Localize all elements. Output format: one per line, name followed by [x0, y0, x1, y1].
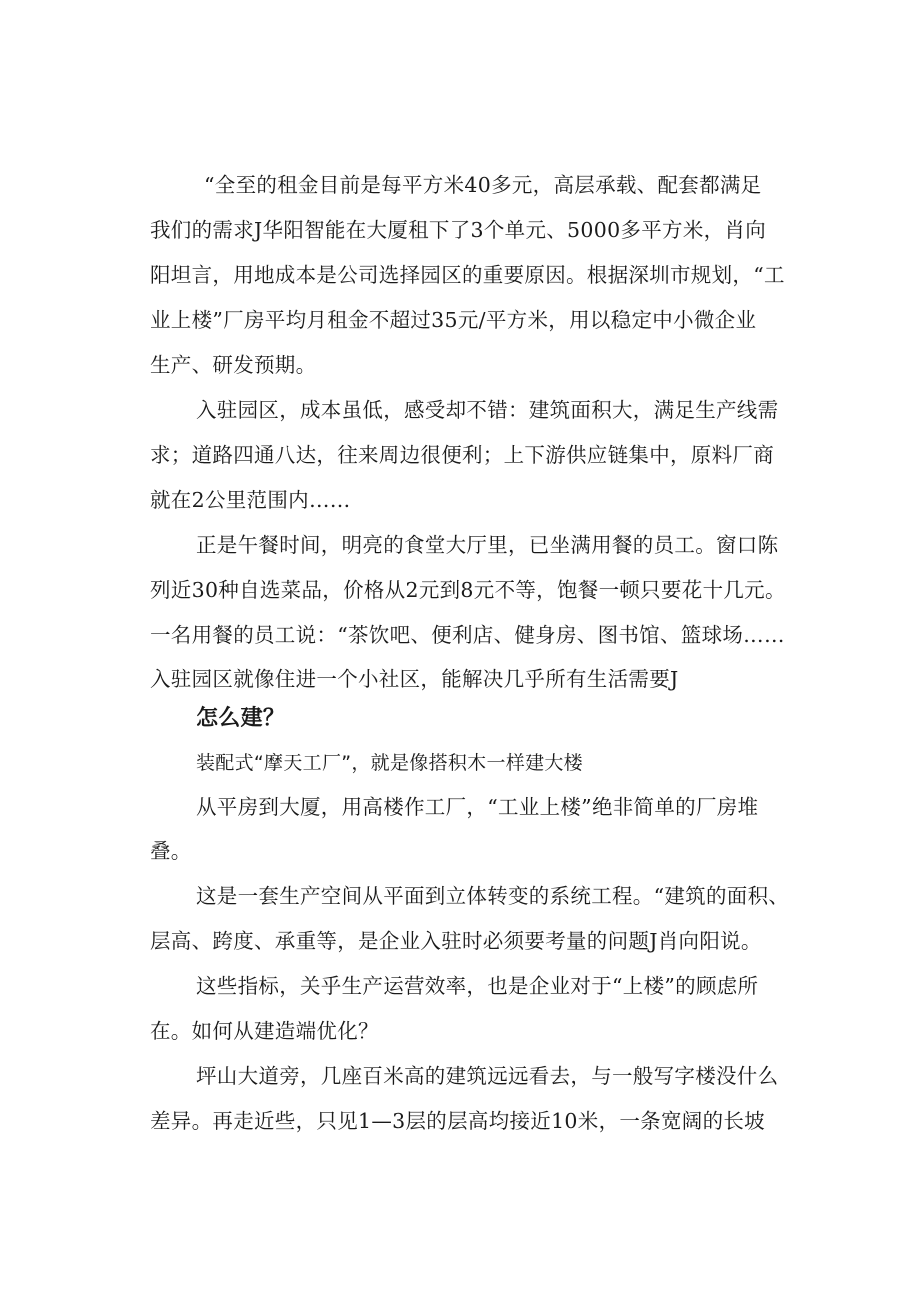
section-subheading: 装配式“摩天工厂”，就是像搭积木一样建大楼 [196, 752, 583, 774]
paragraph-line: 阳坦言，用地成本是公司选择园区的重要原因。根据深圳市规划，“工 [150, 263, 785, 287]
paragraph-line: 叠。 [150, 839, 192, 863]
paragraph-line: 层高、跨度、承重等，是企业入驻时必须要考量的问题J肖向阳说。 [150, 929, 762, 953]
paragraph-line: 入驻园区，成本虽低，感受却不错：建筑面积大，满足生产线需 [196, 398, 779, 422]
paragraph-line: 业上楼”厂房平均月租金不超过35元/平方米，用以稳定中小微企业 [150, 308, 757, 332]
paragraph-line: 这些指标，关乎生产运营效率，也是企业对于“上楼”的顾虑所 [196, 974, 759, 998]
paragraph-line: 求；道路四通八达，往来周边很便利；上下游供应链集中，原料厂商 [150, 443, 774, 467]
paragraph-line: 差异。再走近些，只见1—3层的层高均接近10米，一条宽阔的长坡 [150, 1109, 765, 1133]
paragraph-line: 一名用餐的员工说：“茶饮吧、便利店、健身房、图书馆、篮球场…… [150, 623, 785, 647]
paragraph-line: 就在2公里范围内…… [150, 488, 351, 512]
paragraph-line: 我们的需求J华阳智能在大厦租下了3个单元、5000多平方米，肖向 [150, 218, 767, 242]
section-heading: 怎么建？ [196, 706, 286, 731]
paragraph-line: “全至的租金目前是每平方米40多元，高层承载、配套都满足 [204, 173, 762, 197]
paragraph-line: 入驻园区就像住进一个小社区，能解决几乎所有生活需要J [150, 667, 679, 691]
paragraph-line: 这是一套生产空间从平面到立体转变的系统工程。“建筑的面积、 [196, 884, 790, 908]
paragraph-line: 正是午餐时间，明亮的食堂大厅里，已坐满用餐的员工。窗口陈 [196, 533, 779, 557]
paragraph-line: 坪山大道旁，几座百米高的建筑远远看去，与一般写字楼没什么 [196, 1064, 779, 1088]
paragraph-line: 列近30种自选菜品，价格从2元到8元不等，饱餐一顿只要花十几元。 [150, 578, 786, 602]
paragraph-line: 从平房到大厦，用高楼作工厂，“工业上楼”绝非简单的厂房堆 [196, 795, 759, 819]
paragraph-line: 生产、研发预期。 [150, 353, 317, 377]
paragraph-line: 在。如何从建造端优化？ [150, 1019, 379, 1043]
